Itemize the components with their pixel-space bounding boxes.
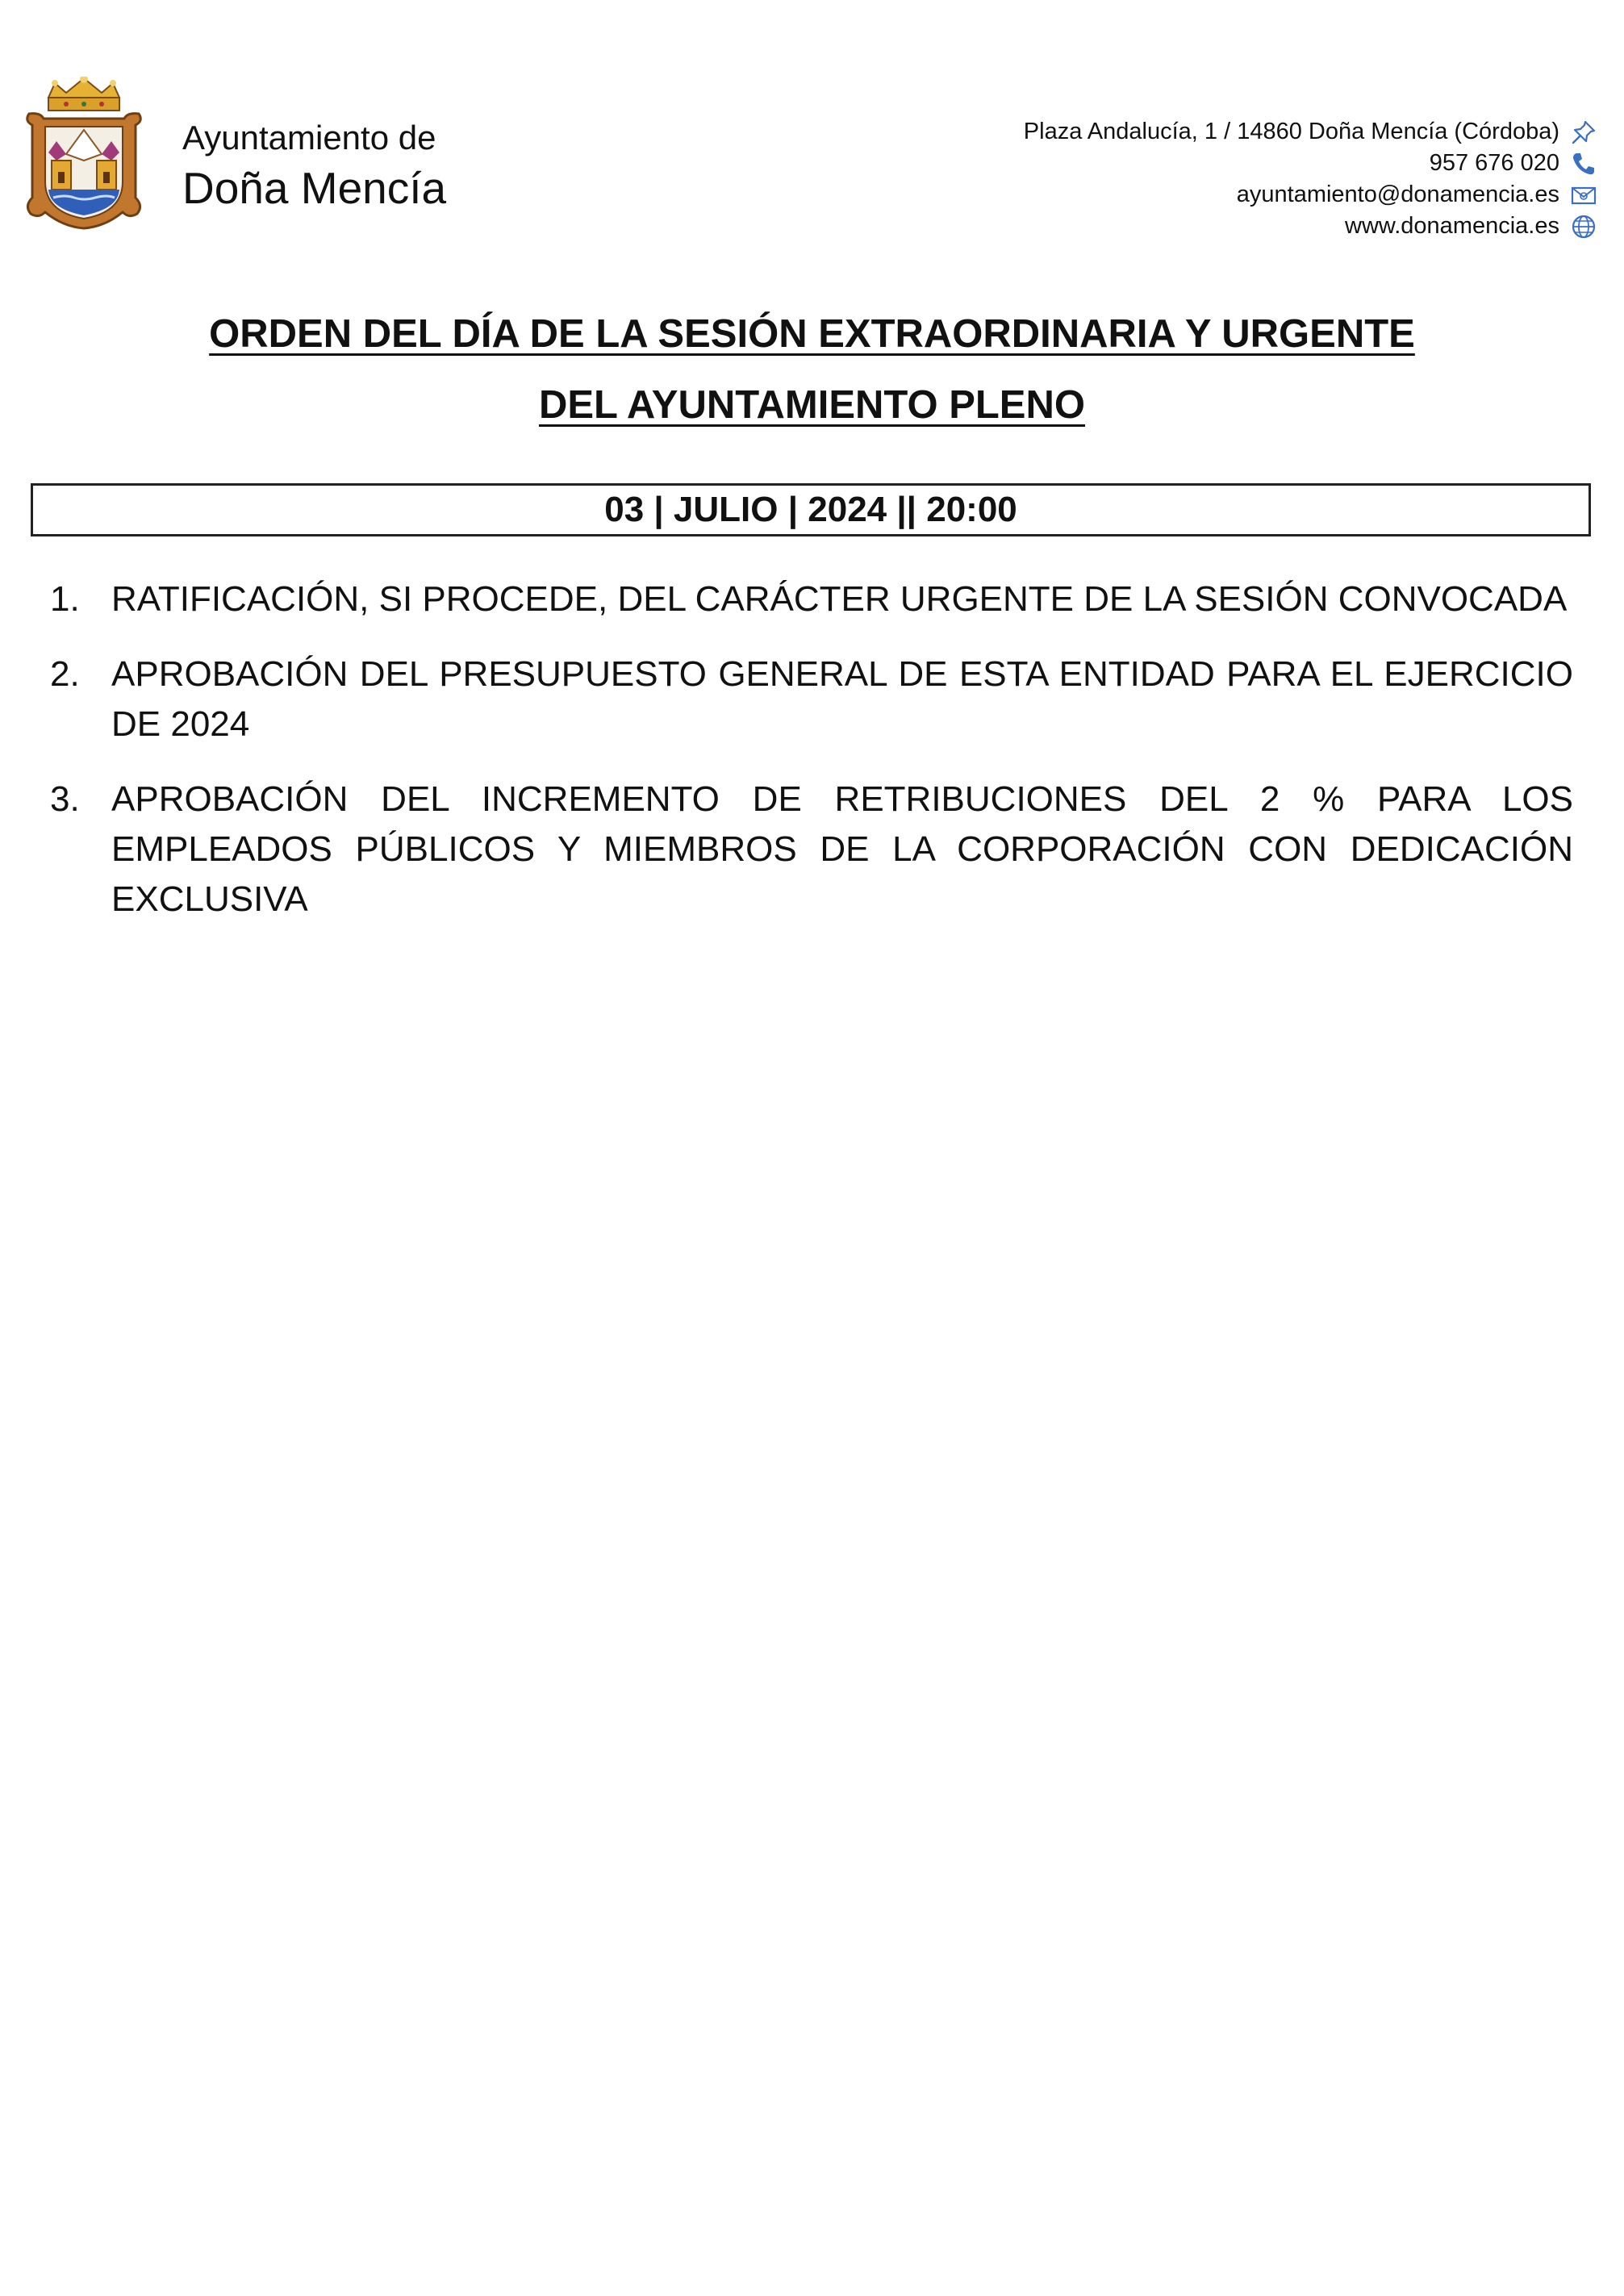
session-datetime-box (31, 483, 1591, 536)
website-link[interactable]: www.donamencia.es (1345, 213, 1559, 239)
pushpin-icon (1571, 119, 1597, 145)
crown-icon (48, 77, 119, 111)
agenda-item-number: 3. (50, 779, 80, 819)
contact-email[interactable] (870, 179, 1597, 211)
agenda-item-text: APROBACIÓN DEL INCREMENTO DE RETRIBUCIONES DEL 2 % PARA LOS EMPLEADOS PÚBLICOS Y MIEMBROS DE LA CORPORACIÓN CON DEDICACIÓN EXCLUSIVA (111, 779, 1573, 919)
agenda-item (50, 574, 1573, 624)
session-datetime: 03 | JULIO | 2024 || 20:00 (604, 490, 1017, 529)
contact-website[interactable] (870, 211, 1597, 242)
organization-name-line2: Doña Mencía (182, 163, 447, 213)
agenda-item (50, 774, 1573, 925)
agenda-item (50, 649, 1573, 749)
agenda-list (50, 574, 1573, 950)
organization-name-line1: Ayuntamiento de (182, 119, 436, 157)
agenda-item-text: APROBACIÓN DEL PRESUPUESTO GENERAL DE ESTA ENTIDAD PARA EL EJERCICIO DE 2024 (111, 654, 1573, 744)
email-link[interactable]: ayuntamiento@donamencia.es (1236, 182, 1559, 207)
agenda-item-text: RATIFICACIÓN, SI PROCEDE, DEL CARÁCTER URGENTE DE LA SESIÓN CONVOCADA (111, 579, 1568, 619)
globe-icon (1571, 214, 1597, 240)
agenda-item-number: 2. (50, 654, 80, 694)
contact-phone (870, 148, 1597, 179)
agenda-item-number: 1. (50, 579, 80, 619)
address-text: Plaza Andalucía, 1 / 14860 Doña Mencía (Córdoba) (1023, 119, 1559, 144)
organization-name (182, 121, 446, 211)
phone-text: 957 676 020 (1429, 150, 1559, 176)
document-title (0, 298, 1624, 440)
contact-block (870, 116, 1597, 242)
document-title-line1: ORDEN DEL DÍA DE LA SESIÓN EXTRAORDINARIA Y URGENTE (209, 312, 1415, 356)
document-title-line2: DEL AYUNTAMIENTO PLENO (538, 383, 1085, 427)
envelope-icon (1571, 182, 1597, 208)
contact-address (870, 116, 1597, 148)
phone-icon (1571, 151, 1597, 177)
coat-of-arms-logo (24, 77, 144, 230)
